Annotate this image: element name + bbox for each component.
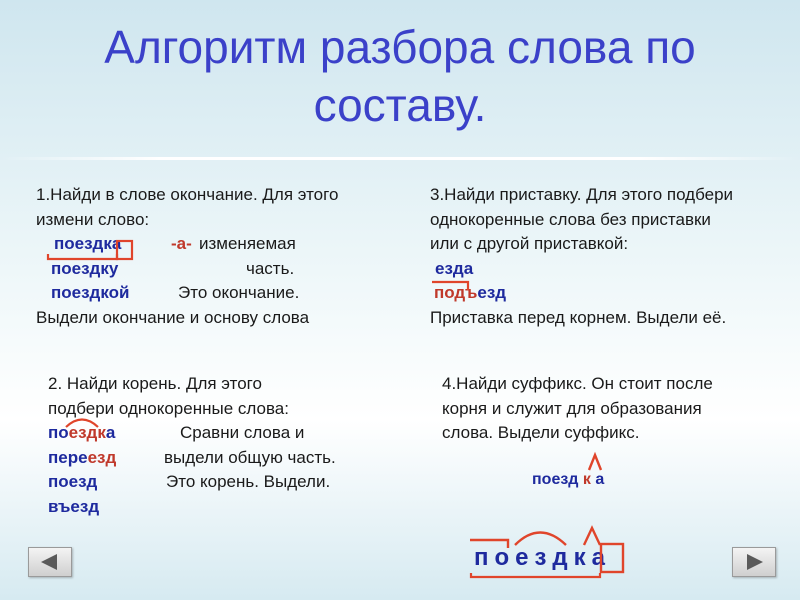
- common-part-label: выдели общую часть.: [164, 447, 336, 467]
- suffix-ex-a: а: [595, 471, 605, 488]
- step-2-line-2: подбери однокоренные слова:: [48, 398, 289, 418]
- parsed-base-bracket: [471, 573, 600, 577]
- next-slide-button[interactable]: [732, 547, 776, 577]
- step-4-line-1: 4.Найди суффикс. Он стоит после: [442, 374, 713, 393]
- root-ezd-3: езд: [477, 283, 507, 302]
- step-1-line-2: измени слово:: [36, 209, 150, 229]
- step-1-line-1: 1.Найди в слове окончание. Для этого: [36, 185, 339, 204]
- step-3-line-2: однокоренные слова без приставки: [430, 209, 711, 229]
- root-ezd-2: езд: [87, 447, 117, 467]
- ending-a: а: [105, 423, 116, 442]
- step-3-line-3: или с другой приставкой:: [430, 234, 629, 253]
- triangle-left-icon: [29, 548, 71, 576]
- part-label: часть.: [246, 258, 295, 278]
- step-4-line-3: слова. Выдели суффикс.: [442, 423, 640, 442]
- root-ezdk: ездк: [68, 423, 106, 442]
- word-ezda: езда: [435, 258, 474, 278]
- triangle-right-icon: [733, 548, 775, 576]
- title-line-2: составу.: [313, 79, 487, 131]
- prev-slide-button[interactable]: [28, 547, 72, 577]
- compare-label: Сравни слова и: [180, 423, 305, 442]
- step-2-line-1: 2. Найди корень. Для этого: [48, 374, 262, 393]
- word-poezdku: поездку: [51, 258, 119, 278]
- prefix-pere: пере: [48, 447, 88, 467]
- ending-label: -а-: [171, 234, 192, 253]
- step-3-line-1: 3.Найди приставку. Для этого подбери: [430, 185, 734, 204]
- suffix-ex-stem: поезд: [532, 471, 579, 488]
- title-line-1: Алгоритм разбора слова по: [104, 21, 696, 73]
- parsed-suffix-caret: [584, 528, 600, 545]
- step-1-line-last: Выдели окончание и основу слова: [36, 307, 310, 327]
- root-label: Это корень. Выдели.: [166, 472, 331, 491]
- prefix-po-1: по: [48, 423, 69, 442]
- step-3-line-last: Приставка перед корнем. Выдели её.: [430, 307, 727, 327]
- changeable-label: изменяемая: [199, 234, 296, 253]
- prefix-pod: подъ: [434, 283, 478, 302]
- parsed-root-arc: [515, 533, 566, 546]
- prefix-v: въ: [48, 496, 71, 516]
- step-4-line-2: корня и служит для образования: [442, 398, 702, 418]
- word-poezdka: поездка: [54, 234, 122, 253]
- parsed-ending-box: [601, 544, 623, 572]
- root-ezd-4: езд: [68, 472, 98, 491]
- parsed-prefix-corner: [470, 540, 508, 548]
- this-ending-label: Это окончание.: [178, 283, 300, 302]
- root-ezd-5: езд: [70, 496, 100, 516]
- suffix-ex-k: к: [582, 471, 591, 488]
- prefix-po-2: по: [48, 472, 69, 491]
- parsed-word-poezdka: поездка: [474, 544, 612, 571]
- word-poezdkoy: поездкой: [51, 283, 130, 302]
